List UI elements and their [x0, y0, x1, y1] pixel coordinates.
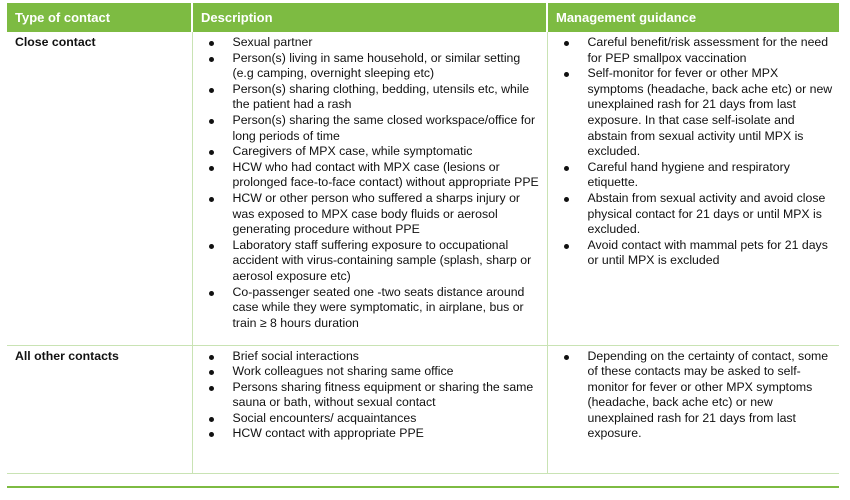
bullet-list-item	[201, 51, 543, 82]
bullet-icon	[209, 88, 214, 93]
bullet-icon	[209, 150, 214, 155]
bullet-text: HCW who had contact with MPX case (lesions or prolonged face-to-face contact) without appropriate PPE	[232, 159, 539, 190]
description-list	[201, 349, 543, 443]
contact-type-label: Close contact	[7, 32, 192, 345]
bullet-icon	[564, 72, 569, 77]
bullet-list-item	[201, 349, 543, 365]
table-row-all-other-contacts	[7, 345, 839, 473]
bullet-icon	[209, 386, 214, 391]
bullet-icon	[209, 119, 214, 124]
bullet-text: Person(s) sharing the same closed workspace/office for long periods of time	[232, 112, 536, 143]
table-row-close-contact	[7, 32, 839, 345]
bullet-icon	[564, 244, 569, 249]
contact-table	[7, 3, 839, 474]
header-description: Description	[192, 3, 547, 32]
bullet-list-item	[201, 144, 543, 160]
bullet-list-item	[556, 238, 836, 269]
bullet-text: Person(s) living in same household, or similar setting (e.g camping, overnight sleeping etc)	[232, 50, 521, 81]
bullet-list-item	[556, 191, 836, 238]
guidance-cell	[547, 32, 839, 345]
bullet-text: Work colleagues not sharing same office	[232, 364, 454, 379]
bullet-text: HCW contact with appropriate PPE	[232, 426, 424, 441]
bullet-text: Person(s) sharing clothing, bedding, utensils etc, while the patient had a rash	[232, 81, 530, 112]
contact-table-container	[7, 3, 839, 474]
contact-type-label: All other contacts	[7, 345, 192, 473]
bullet-text: Laboratory staff suffering exposure to occupational accident with virus-containing sample (splash, sharp or aerosol exposure etc)	[232, 237, 532, 283]
bullet-list-item	[556, 66, 836, 160]
bullet-list-item	[556, 35, 836, 66]
bullet-list-item	[201, 238, 543, 285]
bullet-icon	[209, 41, 214, 46]
guidance-cell	[547, 345, 839, 473]
bullet-icon	[209, 432, 214, 437]
bullet-list-item	[201, 191, 543, 238]
bullet-text: Caregivers of MPX case, while symptomatic	[232, 144, 473, 159]
bullet-icon	[209, 417, 214, 422]
bullet-text: Brief social interactions	[232, 348, 359, 363]
description-cell	[192, 345, 547, 473]
bullet-text: Co-passenger seated one -two seats distance around case while they were symptomatic, in airplane, bus or train ≥ 8 hours duration	[232, 284, 525, 330]
bullet-icon	[564, 41, 569, 46]
bullet-icon	[564, 166, 569, 171]
bullet-list-item	[201, 160, 543, 191]
description-list	[201, 35, 543, 331]
header-type-of-contact: Type of contact	[7, 3, 192, 32]
description-cell	[192, 32, 547, 345]
bullet-list-item	[201, 82, 543, 113]
bullet-list-item	[201, 364, 543, 380]
table-header-row	[7, 3, 839, 32]
bullet-list-item	[201, 285, 543, 332]
bullet-icon	[209, 57, 214, 62]
bullet-icon	[209, 370, 214, 375]
bullet-icon	[209, 291, 214, 296]
bullet-icon	[209, 166, 214, 171]
bullet-list-item	[201, 35, 543, 51]
bullet-list-item	[201, 113, 543, 144]
guidance-list	[556, 349, 836, 443]
bullet-list-item	[201, 426, 543, 442]
bullet-text: Avoid contact with mammal pets for 21 days or until MPX is excluded	[587, 237, 828, 268]
bullet-text: Persons sharing fitness equipment or sharing the same sauna or bath, without sexual contact	[232, 379, 534, 410]
table-bottom-border	[7, 486, 839, 488]
bullet-text: Social encounters/ acquaintances	[232, 410, 417, 425]
bullet-text: Self-monitor for fever or other MPX symptoms (headache, back ache etc) or new unexplained rash for 21 days from last exposure. In that case self-isolate and abstain from sexual activity until MPX is excluded.	[587, 66, 833, 159]
bullet-icon	[209, 244, 214, 249]
bullet-icon	[209, 355, 214, 360]
bullet-text: Careful hand hygiene and respiratory etiquette.	[587, 159, 790, 190]
bullet-icon	[564, 355, 569, 360]
bullet-text: Sexual partner	[232, 35, 313, 49]
bullet-list-item	[201, 380, 543, 411]
bullet-list-item	[201, 411, 543, 427]
bullet-text: HCW or other person who suffered a sharps injury or was exposed to MPX case body fluids or aerosol generating procedure without PPE	[232, 190, 521, 237]
bullet-text: Careful benefit/risk assessment for the need for PEP smallpox vaccination	[587, 35, 829, 65]
bullet-icon	[209, 197, 214, 202]
guidance-list	[556, 35, 836, 269]
bullet-text: Depending on the certainty of contact, some of these contacts may be asked to self-monitor for fever or other MPX symptoms (headache, back ache etc) or new unexplained rash for 21 days from last exposure.	[587, 348, 829, 441]
bullet-icon	[564, 197, 569, 202]
bullet-list-item	[556, 160, 836, 191]
bullet-list-item	[556, 349, 836, 443]
header-management-guidance: Management guidance	[547, 3, 839, 32]
bullet-text: Abstain from sexual activity and avoid close physical contact for 21 days or until MPX is excluded.	[587, 190, 826, 237]
